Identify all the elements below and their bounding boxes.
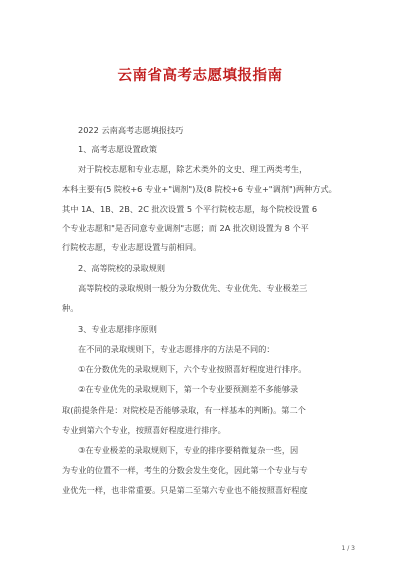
section-heading: 2、高等院校的录取规则 [78,263,166,273]
paragraph-line: 其中 1A、1B、2B、2C 批次设置 5 个平行院校志愿，每个院校设置 6 [62,204,318,214]
paragraph-line: 种。 [62,303,79,313]
paragraph-line: 专业到第六个专业，按照喜好程度进行排序。 [62,425,226,435]
paragraph-line: 高等院校的录取规则一般分为分数优先、专业优先、专业极差三 [78,283,308,293]
paragraph-line: ②在专业优先的录取规则下，第一个专业要预测差不多能够录 [78,384,299,394]
paragraph-line: 在不同的录取规则下，专业志愿排序的方法是不同的： [78,344,275,354]
paragraph-line: 为专业的位置不一样，考生的分数会发生变化，因此第一个专业与专 [62,465,308,475]
paragraph-line: 本科主要有(5 院校+6 专业+"调剂")及(8 院校+6 专业+"调剂")两种方式。 [62,184,337,194]
paragraph-line: 个专业志愿和"是否同意专业调剂"志愿；而 2A 批次则设置为 8 个平 [62,223,309,233]
paragraph-line: ③在专业极差的录取规则下，专业的排序要稍微复杂一些，因 [78,445,299,455]
page-number: 1 / 3 [341,545,355,552]
paragraph-line: 取(前提条件是：对院校是否能够录取，有一样基本的判断)。第二个 [62,405,306,415]
document-subtitle: 2022 云南高考志愿填报技巧 [78,125,184,135]
paragraph-line: 对于院校志愿和专业志愿，除艺术类外的文史、理工两类考生， [78,164,308,174]
page-title: 云南省高考志愿填报指南 [117,68,283,84]
section-heading: 3、专业志愿排序原则 [78,324,157,334]
section-heading: 1、高考志愿设置政策 [78,144,157,154]
paragraph-line: ①在分数优先的录取规则下，六个专业按照喜好程度进行排序。 [78,364,307,374]
paragraph-line: 业优先一样，也非常重要。只是第二至第六专业也不能按照喜好程度 [62,485,308,495]
paragraph-line: 行院校志愿，专业志愿设置与前相同。 [62,242,202,252]
